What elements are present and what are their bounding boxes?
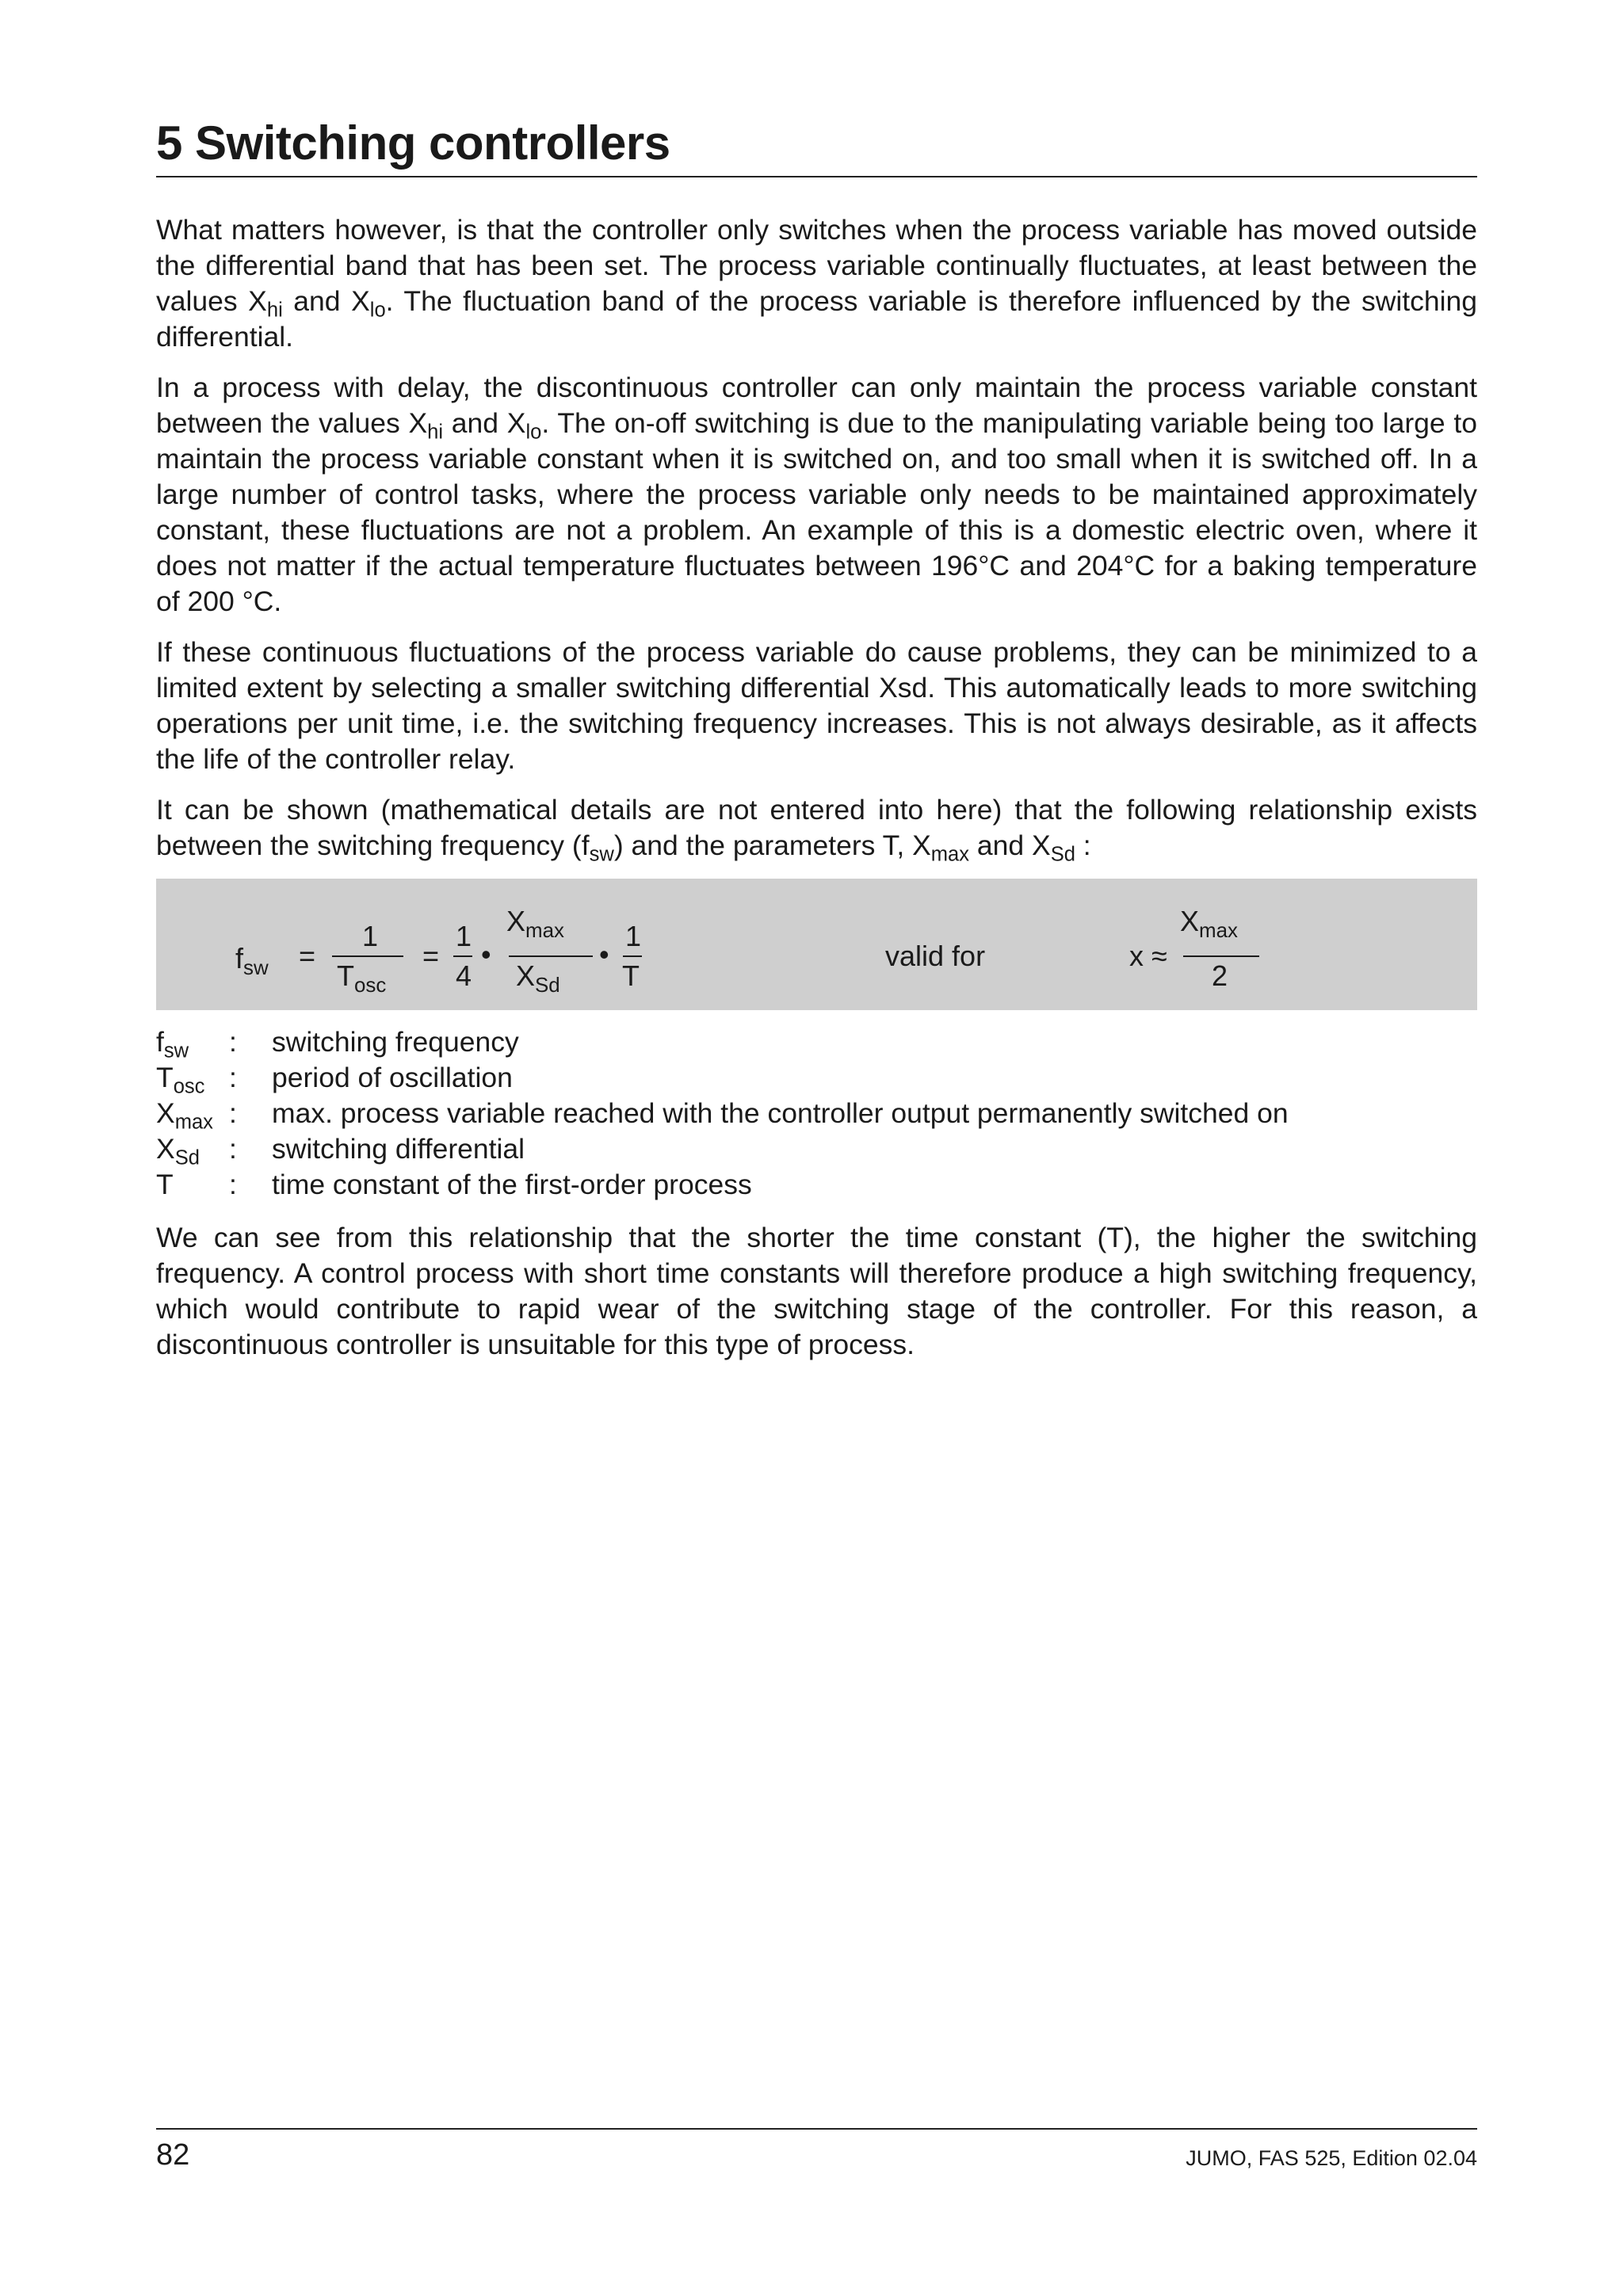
frac3-denominator: $X_{Sd}$ [516, 959, 560, 997]
legend-description: switching differential [272, 1133, 525, 1165]
page-title: 5 Switching controllers [156, 116, 670, 170]
closing-paragraph: We can see from this relationship that the shorter the time constant (T), the higher the switching frequency. A control process with short time constants will therefore produce a high switching frequency, which would contribute to rapid wear of the switching stage of the controller. For this reason, a discontinuous controller is unsuitable for this type of process. [156, 1222, 1477, 1360]
title-rule [156, 176, 1477, 177]
frac2-denominator: 4 [456, 959, 472, 992]
legend-description: time constant of the first-order process [272, 1169, 752, 1200]
subscript: hi [427, 421, 444, 444]
paragraph: What matters however, is that the controller only switches when the process variable has moved outside the differential band that has been set. The process variable continually fluctuates, at least between the values $X_{hi}$ and $X_{lo}$. The fluctuation band of the process variable is therefore influenced by the switching differential. [156, 214, 1477, 353]
legend-row [156, 1024, 1477, 1060]
legend-colon: : [229, 1097, 237, 1129]
legend-symbol: $T_{osc}$ [156, 1062, 205, 1098]
subscript: Sd [1050, 843, 1075, 866]
x-approx: x ≈ [1129, 940, 1167, 972]
frac1-denominator: $T_{osc}$ [337, 959, 387, 997]
frac4-line [623, 955, 642, 957]
frac5-line [1183, 955, 1259, 957]
legend-colon: : [229, 1026, 237, 1058]
frac3-line [509, 955, 593, 957]
legend-row [156, 1131, 1477, 1167]
legend-colon: : [229, 1169, 237, 1200]
document-page [156, 0, 1477, 2296]
subscript: lo [525, 421, 542, 444]
bullet-operator: • [599, 938, 609, 971]
paragraph: In a process with delay, the discontinuous controller can only maintain the process variable constant between the values $X_{hi}$ and $X_{lo}$. The on-off switching is due to the manipulating variable being too large to maintain the process variable constant when it is switched on, and too small when it is switched off. In a large number of control tasks, where the process variable only needs to be maintained approximately constant, these fluctuations are not a problem. An example of this is a domestic electric oven, where it does not matter if the actual temperature fluctuates between 196°C and 204°C for a baking temperature of 200 °C. [156, 372, 1478, 617]
formula-equals: = [299, 940, 316, 972]
valid-for-label: valid for [885, 940, 986, 972]
frac4-numerator: 1 [625, 920, 642, 952]
frac3-numerator: $X_{max}$ [506, 905, 564, 942]
frac1-line [332, 955, 403, 957]
legend-description: period of oscillation [272, 1062, 513, 1093]
subscript: hi [266, 299, 283, 322]
legend-row [156, 1167, 1477, 1203]
subscript: sw [589, 843, 614, 866]
frac5-numerator: $X_{max}$ [1180, 905, 1238, 942]
legend-colon: : [229, 1133, 237, 1165]
page-number: 82 [156, 2138, 190, 2172]
legend-symbol: $f_{sw}$ [156, 1026, 189, 1062]
paragraph: It can be shown (mathematical details are not entered into here) that the following relationship exists between the switching frequency $(f_{sw})$ and the parameters T, $X_{max}$ and $X_{Sd}$ : [156, 794, 1477, 866]
legend-colon: : [229, 1062, 237, 1093]
subscript: lo [369, 299, 386, 322]
frac2-numerator: 1 [456, 920, 472, 952]
legend-row [156, 1060, 1477, 1096]
frac1-numerator: 1 [362, 920, 379, 952]
subscript: max [930, 843, 970, 866]
legend-symbol: $X_{Sd}$ [156, 1133, 200, 1169]
legend-description: switching frequency [272, 1026, 519, 1058]
edition-label: JUMO, FAS 525, Edition 02.04 [1186, 2146, 1477, 2170]
formula-box [156, 879, 1477, 1010]
legend-description: max. process variable reached with the controller output permanently switched on [272, 1097, 1289, 1129]
symbol-legend [156, 1024, 1477, 1203]
paragraph: If these continuous fluctuations of the process variable do cause problems, they can be minimized to a limited extent by selecting a smaller switching differential Xsd. This automatically leads to more switching operations per unit time, i.e. the switching frequency increases. This is not always desirable, as it affects the life of the controller relay. [156, 636, 1477, 775]
legend-row [156, 1096, 1477, 1134]
frac4-denominator: T [622, 959, 640, 992]
body-text [156, 212, 1477, 1378]
formula-equals: = [422, 940, 440, 972]
frac5-denominator: 2 [1212, 959, 1228, 992]
legend-symbol: T [156, 1169, 174, 1200]
legend-symbol: $X_{max}$ [156, 1097, 213, 1134]
bullet-operator: • [481, 938, 491, 971]
footer-rule [156, 2128, 1477, 2130]
formula-f: $f_{sw}$ [235, 942, 269, 979]
frac2-line [453, 955, 472, 957]
